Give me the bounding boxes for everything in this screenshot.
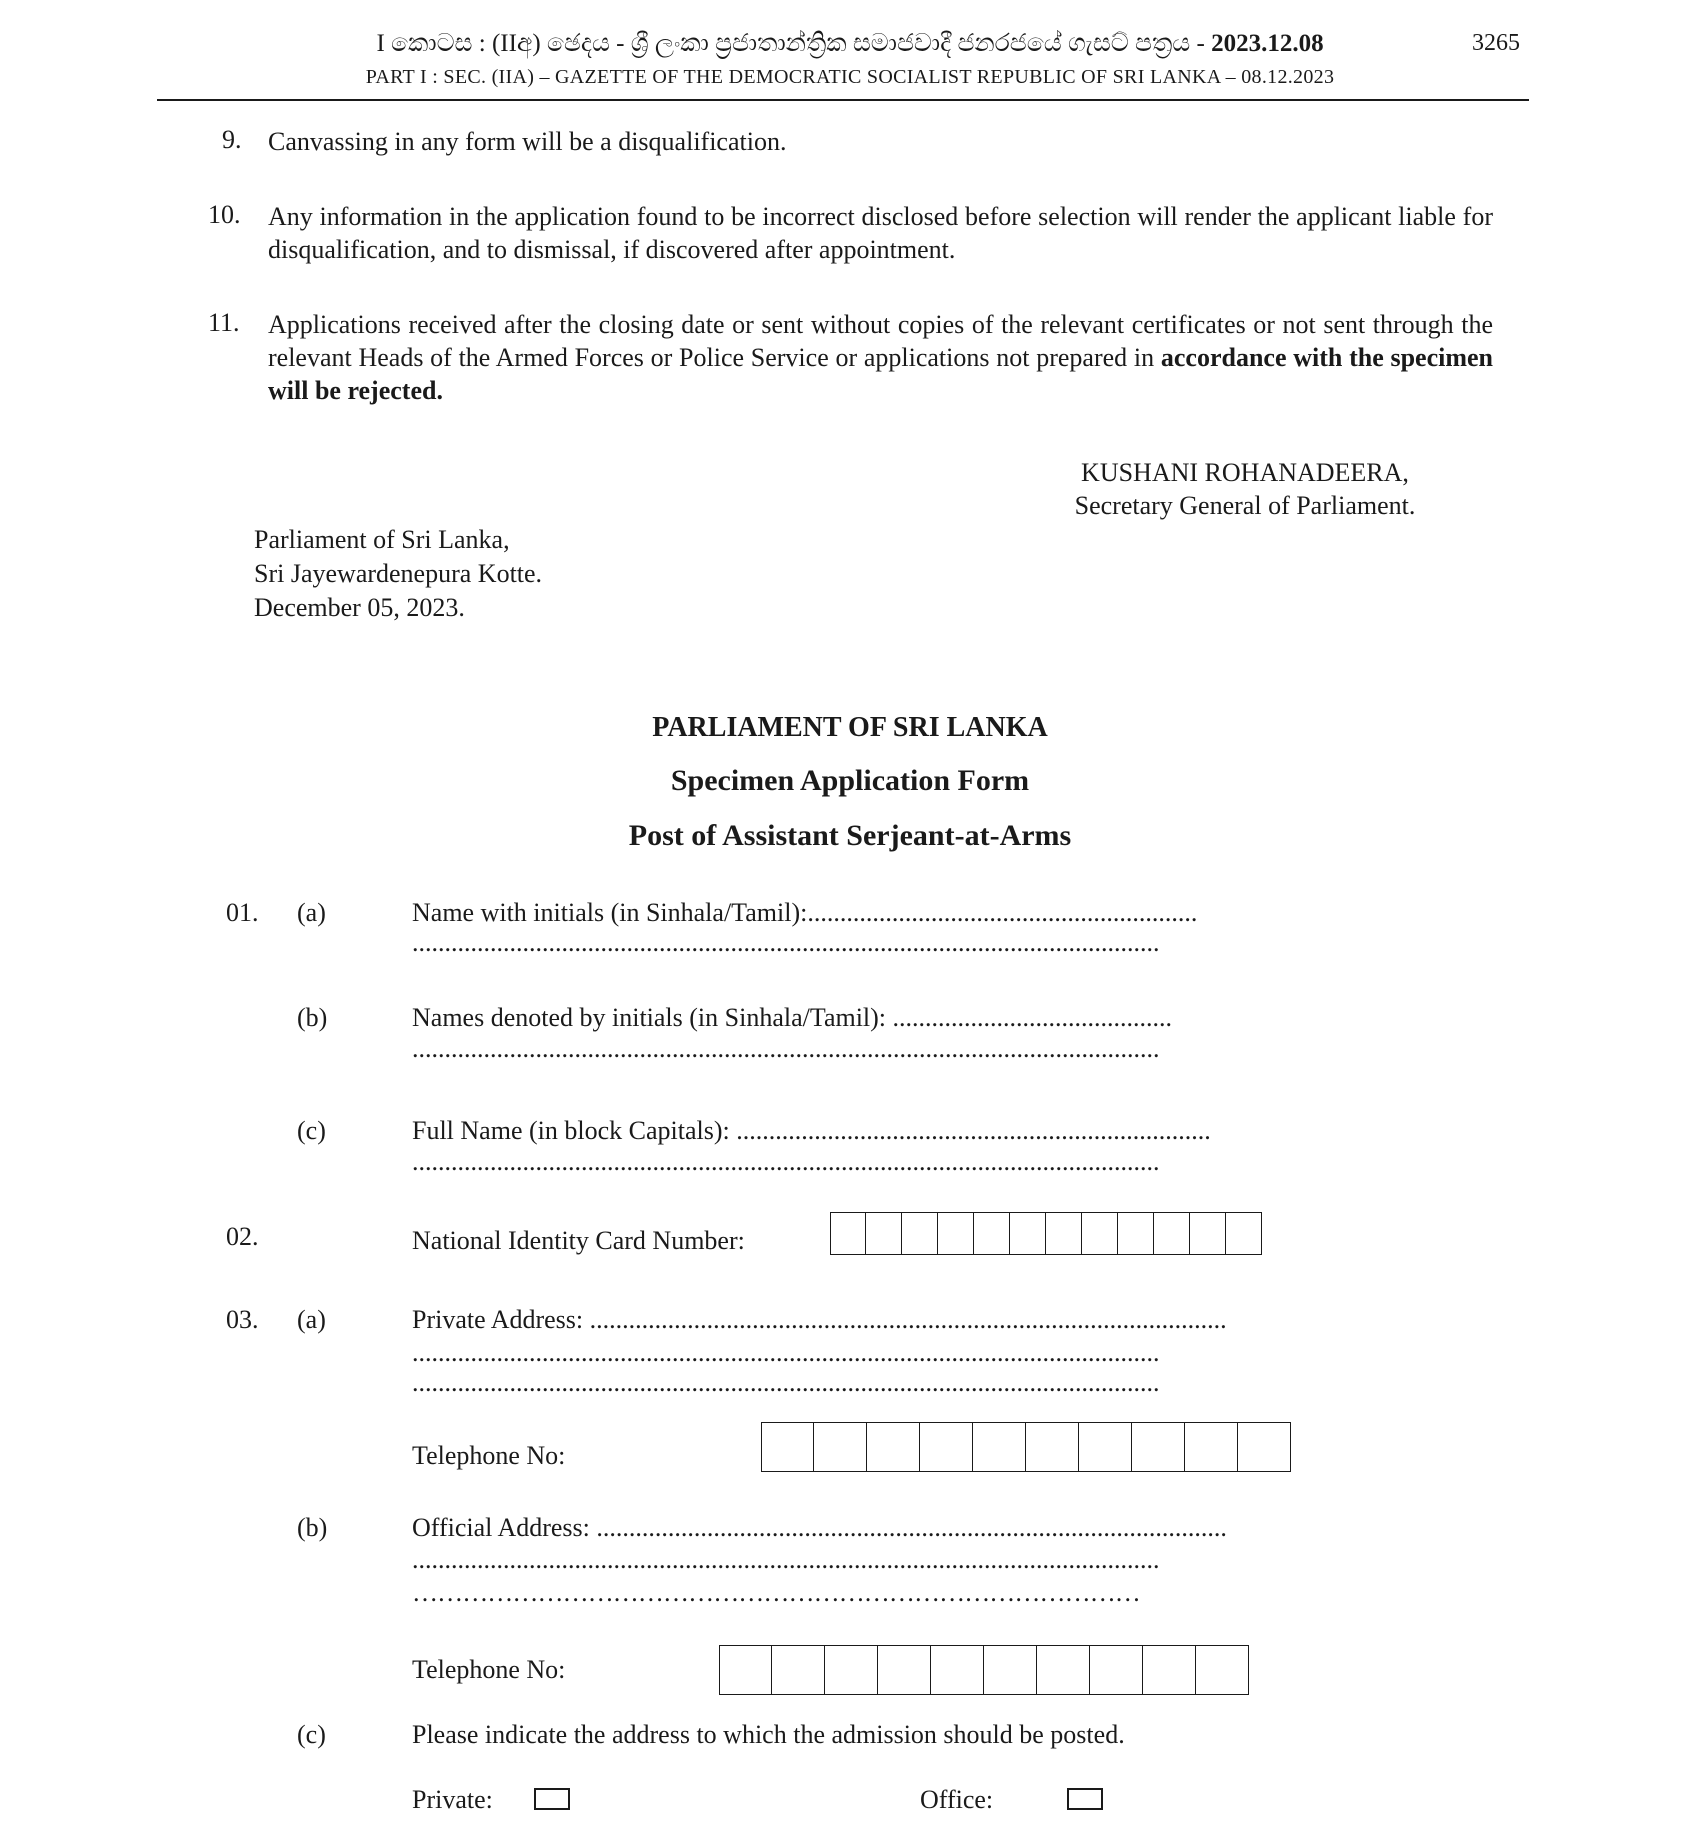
q01c-dotted-line[interactable]: ................................................................................................................... <box>412 1147 1160 1176</box>
condition-9-text: Canvassing in any form will be a disqualification. <box>268 127 787 156</box>
condition-10-text: Any information in the application found to be incorrect disclosed before selection will render the applicant liable for disqualification, and to dismissal, if discovered after appointment. <box>268 202 1493 264</box>
private-telephone-boxes[interactable] <box>761 1422 1291 1472</box>
q03a-letter: (a) <box>297 1305 326 1334</box>
office-phone-cell[interactable] <box>1037 1645 1090 1695</box>
q01c-full-name-field[interactable]: Full Name (in block Capitals): ......................................................................... <box>412 1116 1211 1145</box>
private-phone-cell[interactable] <box>1185 1422 1238 1472</box>
q01b-letter: (b) <box>297 1003 328 1032</box>
q03a-telephone-label: Telephone No: <box>412 1441 566 1470</box>
q02-nic-label: National Identity Card Number: <box>412 1226 745 1255</box>
office-phone-cell[interactable] <box>719 1645 772 1695</box>
nic-cell[interactable] <box>938 1212 974 1255</box>
office-label: Office: <box>920 1785 994 1814</box>
office-phone-cell[interactable] <box>1143 1645 1196 1695</box>
q03c-instruction: Please indicate the address to which the admission should be posted. <box>412 1720 1125 1749</box>
private-phone-cell[interactable] <box>920 1422 973 1472</box>
q02-number: 02. <box>226 1222 259 1251</box>
condition-11-bold: accordance with the specimen will be rejected. <box>268 343 1494 405</box>
office-phone-cell[interactable] <box>931 1645 984 1695</box>
page-number: 3265 <box>1472 30 1520 56</box>
office-phone-cell[interactable] <box>772 1645 825 1695</box>
form-heading-post: Post of Assistant Serjeant-at-Arms <box>628 819 1072 852</box>
q01b-names-by-initials-field[interactable]: Names denoted by initials (in Sinhala/Tamil): ........................................... <box>412 1003 1173 1032</box>
office-phone-cell[interactable] <box>1196 1645 1249 1695</box>
condition-11-body: Applications received after the closing date or sent without copies of the relevant certificates or not sent through the relevant Heads of the Armed Forces or Police Service or applications not prepared in <box>268 310 1493 372</box>
address-date: December 05, 2023. <box>254 593 465 622</box>
office-telephone-boxes[interactable] <box>719 1645 1249 1695</box>
private-phone-cell[interactable] <box>1026 1422 1079 1472</box>
q01a-letter: (a) <box>297 898 326 927</box>
private-phone-cell[interactable] <box>814 1422 867 1472</box>
condition-9-number: 9. <box>222 125 242 154</box>
header-rule <box>157 99 1529 101</box>
nic-cell[interactable] <box>1154 1212 1190 1255</box>
nic-cell[interactable] <box>830 1212 866 1255</box>
q03a-private-address-field[interactable]: Private Address: .................................................................................................. <box>412 1305 1227 1334</box>
office-phone-cell[interactable] <box>984 1645 1037 1695</box>
private-label: Private: <box>412 1785 493 1814</box>
q03b-dotted-line-1[interactable]: ................................................................................................................... <box>412 1545 1160 1574</box>
q03a-dotted-line-2[interactable]: ................................................................................................................... <box>412 1368 1160 1397</box>
office-phone-cell[interactable] <box>825 1645 878 1695</box>
gazette-header-english: PART I : SEC. (IIA) – GAZETTE OF THE DEMOCRATIC SOCIALIST REPUBLIC OF SRI LANKA – 08.12.2023 <box>365 66 1335 88</box>
header-sinhala-prefix: I කොටස : (IIඅ) ඡෙදය - ශ්‍රී ලංකා ප්‍රජාතාන්ත්‍රික සමාජවාදී ජනරජයේ ගැසට් පත්‍රය - <box>376 30 1212 57</box>
signatory-title: Secretary General of Parliament. <box>1074 491 1416 520</box>
header-sinhala-date: 2023.12.08 <box>1211 30 1324 57</box>
office-checkbox[interactable] <box>1067 1788 1103 1810</box>
q03b-official-address-field[interactable]: Official Address: ................................................................................................. <box>412 1513 1227 1542</box>
q03-number: 03. <box>226 1305 259 1334</box>
nic-cell[interactable] <box>974 1212 1010 1255</box>
q03b-telephone-label: Telephone No: <box>412 1655 566 1684</box>
private-checkbox[interactable] <box>534 1788 570 1810</box>
nic-cell[interactable] <box>1190 1212 1226 1255</box>
private-phone-cell[interactable] <box>1132 1422 1185 1472</box>
nic-cell[interactable] <box>1010 1212 1046 1255</box>
private-phone-cell[interactable] <box>867 1422 920 1472</box>
nic-cell[interactable] <box>1226 1212 1262 1255</box>
private-phone-cell[interactable] <box>1238 1422 1291 1472</box>
nic-cell[interactable] <box>902 1212 938 1255</box>
nic-cell[interactable] <box>1082 1212 1118 1255</box>
condition-11-number: 11. <box>208 308 240 337</box>
q01a-dotted-line[interactable]: ................................................................................................................... <box>412 928 1160 957</box>
form-heading-specimen: Specimen Application Form <box>670 764 1030 797</box>
q01c-letter: (c) <box>297 1116 326 1145</box>
q03b-dotted-line-2[interactable]: …………………………………………………………………………… <box>412 1578 1140 1607</box>
q03b-letter: (b) <box>297 1513 328 1542</box>
nic-number-boxes[interactable] <box>830 1212 1262 1255</box>
office-phone-cell[interactable] <box>1090 1645 1143 1695</box>
private-phone-cell[interactable] <box>761 1422 814 1472</box>
nic-cell[interactable] <box>1118 1212 1154 1255</box>
address-line-1: Parliament of Sri Lanka, <box>254 525 510 554</box>
gazette-header-sinhala <box>0 30 1700 58</box>
form-heading-parliament: PARLIAMENT OF SRI LANKA <box>652 712 1048 743</box>
nic-cell[interactable] <box>1046 1212 1082 1255</box>
condition-10-number: 10. <box>208 200 241 229</box>
private-phone-cell[interactable] <box>973 1422 1026 1472</box>
q01b-dotted-line[interactable]: ................................................................................................................... <box>412 1034 1160 1063</box>
nic-cell[interactable] <box>866 1212 902 1255</box>
signatory-name: KUSHANI ROHANADEERA, <box>1081 458 1409 487</box>
condition-11-text <box>268 308 1493 407</box>
q01a-name-with-initials-field[interactable]: Name with initials (in Sinhala/Tamil):............................................................ <box>412 898 1198 927</box>
q01-number: 01. <box>226 898 259 927</box>
office-phone-cell[interactable] <box>878 1645 931 1695</box>
q03a-dotted-line-1[interactable]: ................................................................................................................... <box>412 1338 1160 1367</box>
q03c-letter: (c) <box>297 1720 326 1749</box>
address-line-2: Sri Jayewardenepura Kotte. <box>254 559 543 588</box>
private-phone-cell[interactable] <box>1079 1422 1132 1472</box>
